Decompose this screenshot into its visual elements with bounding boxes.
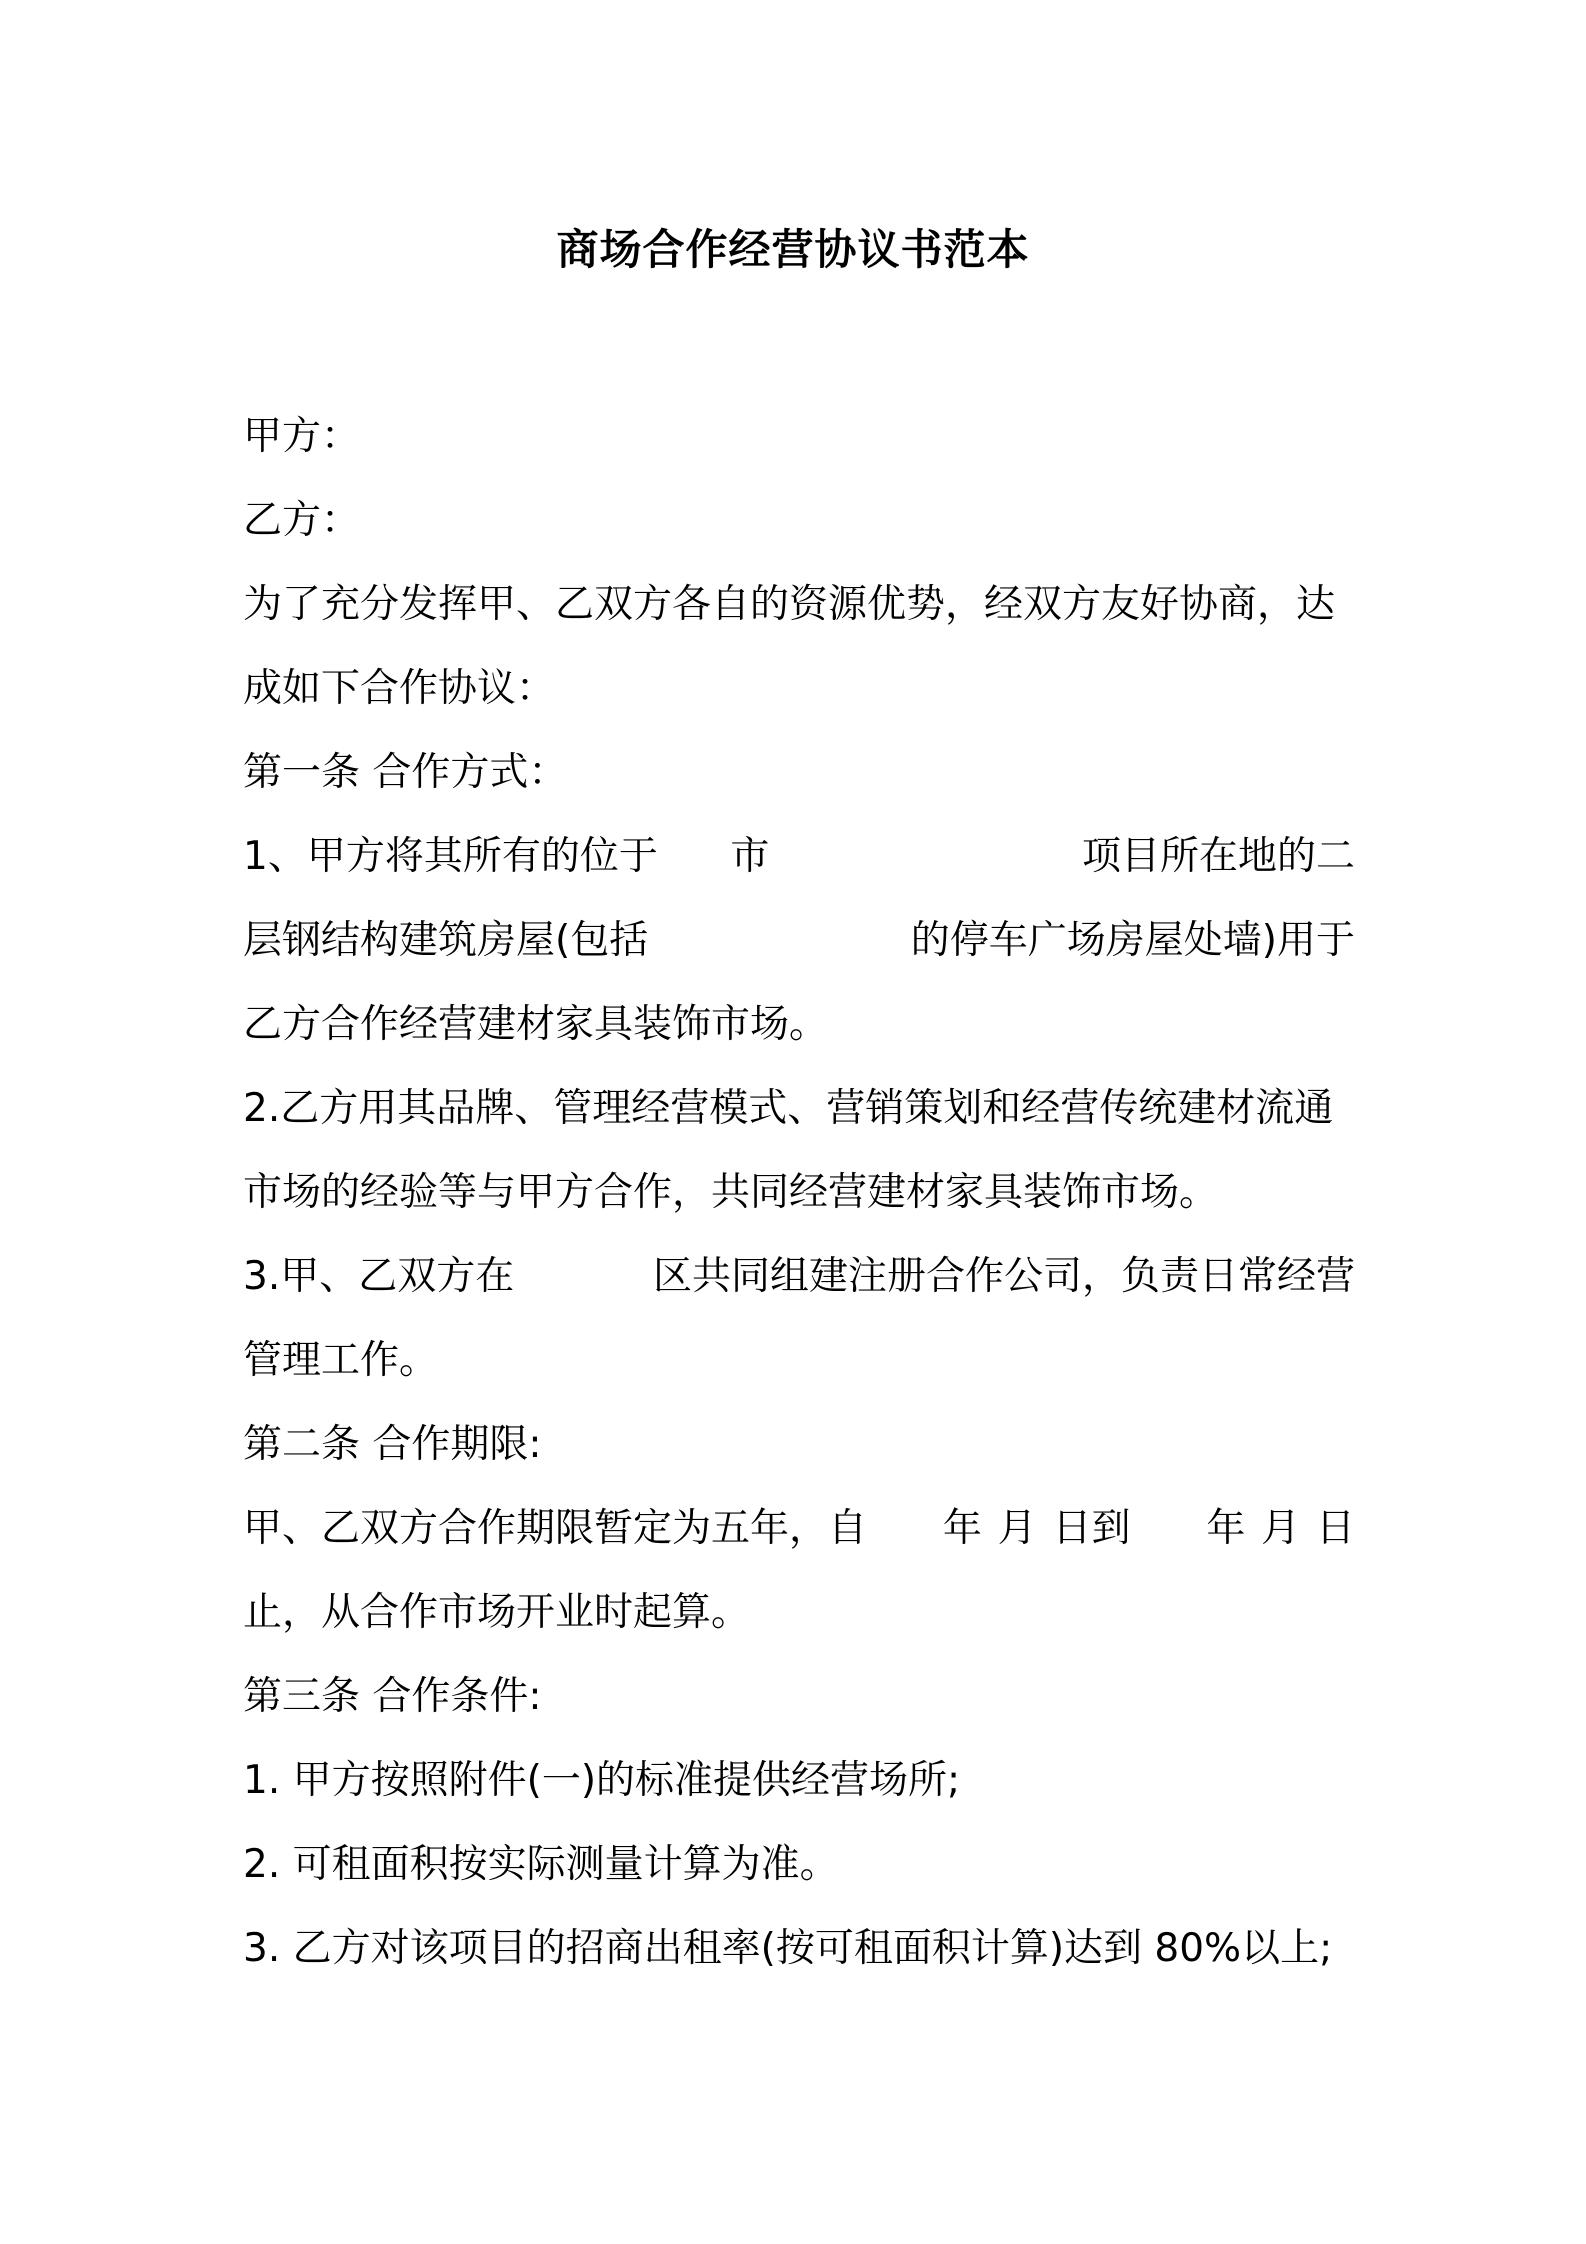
preamble-line-1 xyxy=(243,563,1355,647)
a2-part-month2: 月 xyxy=(1261,1506,1301,1551)
a1-item3-part1: 3.甲、乙双方在 xyxy=(243,1254,515,1299)
preamble-line-2: 成如下合作协议： xyxy=(243,666,556,711)
a1-item1-line2-part1: 层钢结构建筑房屋(包括 xyxy=(243,918,649,963)
a1-item1-line2-part2: 的停车广场房屋处墙)用于 xyxy=(910,918,1355,963)
a2-part-day1: 日到 xyxy=(1052,1506,1131,1551)
a2-part-year2: 年 xyxy=(1206,1506,1246,1551)
a2-part-month1: 月 xyxy=(997,1506,1037,1551)
article2-line2: 止，从合作市场开业时起算。 xyxy=(243,1590,751,1635)
article1-heading: 第一条 合作方式： xyxy=(243,750,568,795)
article3-item3: 3. 乙方对该项目的招商出租率(按可租面积计算)达到 80%以上; xyxy=(243,1926,1333,1971)
article3-heading: 第三条 合作条件: xyxy=(243,1674,542,1719)
a2-part-intro: 甲、乙双方合作期限暂定为五年，自 xyxy=(243,1506,868,1551)
article1-item2-line2: 市场的经验等与甲方合作，共同经营建材家具装饰市场。 xyxy=(243,1170,1219,1215)
party-a-line: 甲方： xyxy=(243,414,361,459)
article3-item2: 2. 可租面积按实际测量计算为准。 xyxy=(243,1842,839,1887)
preamble-text-1: 为了充分发挥甲、乙双方各自的资源优势，经双方友好协商，达 xyxy=(243,582,1336,627)
article1-item3-line1 xyxy=(243,1235,1355,1319)
party-b-line: 乙方： xyxy=(243,498,361,543)
a1-item3-part2: 区共同组建注册合作公司，负责日常经营 xyxy=(652,1254,1355,1299)
document-body xyxy=(243,395,1355,1991)
article1-item2-line1: 2.乙方用其品牌、管理经营模式、营销策划和经营传统建材流通 xyxy=(243,1086,1334,1131)
article1-item1-line2 xyxy=(243,899,1355,983)
document-title: 商场合作经营协议书范本 xyxy=(556,225,1030,274)
article1-item1-line1 xyxy=(243,815,1355,899)
a1-item1-part2: 市 xyxy=(730,834,770,879)
a1-item1-part3: 项目所在地的二 xyxy=(1081,834,1355,879)
article1-item1-line3: 乙方合作经营建材家具装饰市场。 xyxy=(243,1002,829,1047)
a2-part-day2: 日 xyxy=(1315,1506,1355,1551)
a2-part-year1: 年 xyxy=(942,1506,982,1551)
article1-item3-line2: 管理工作。 xyxy=(243,1338,439,1383)
article2-line1 xyxy=(243,1487,1355,1571)
article2-heading: 第二条 合作期限: xyxy=(243,1422,542,1467)
a1-item1-part1: 1、甲方将其所有的位于 xyxy=(243,834,658,879)
article3-item1: 1. 甲方按照附件(一)的标准提供经营场所; xyxy=(243,1758,961,1803)
